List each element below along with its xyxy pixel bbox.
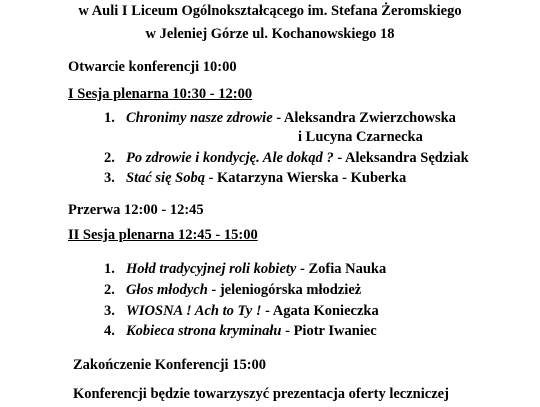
list-item	[298, 128, 423, 146]
item-number: 2.	[104, 282, 115, 298]
session-2-heading: II Sesja plenarna 12:45 - 15:00	[68, 227, 258, 243]
item-number: 3.	[104, 303, 115, 319]
talk-speaker: - jeleniogórska młodzież	[207, 282, 362, 298]
list-item	[104, 149, 469, 167]
talk-speaker: - Zofia Nauka	[296, 261, 387, 277]
talk-title: WIOSNA ! Ach to Ty !	[126, 303, 262, 319]
list-item	[104, 109, 456, 127]
talk-title: Po zdrowie i kondycję. Ale dokąd ?	[126, 150, 334, 166]
footer-note: Konferencji będzie towarzyszyć prezentacja oferty leczniczej	[73, 386, 449, 402]
list-item	[104, 281, 361, 299]
talk-title: Chronimy nasze zdrowie	[126, 110, 273, 126]
closing-time: Zakończenie Konferencji 15:00	[73, 357, 267, 373]
opening-time: Otwarcie konferencji 10:00	[68, 59, 237, 75]
list-item	[104, 169, 406, 187]
talk-title: Kobieca strona kryminału	[126, 323, 282, 339]
talk-speaker: - Aleksandra Zwierzchowska	[272, 110, 456, 126]
list-item	[104, 260, 386, 278]
talk-title: Głos młodych	[126, 282, 208, 298]
talk-speaker: i Lucyna Czarnecka	[298, 129, 423, 145]
list-item	[104, 322, 377, 340]
break-time: Przerwa 12:00 - 12:45	[68, 202, 204, 218]
item-number: 3.	[104, 170, 115, 186]
list-item	[104, 302, 379, 320]
item-number: 1.	[104, 261, 115, 277]
item-number: 4.	[104, 323, 115, 339]
venue-line-1: w Auli I Liceum Ogólnokształcącego im. Stefana Żeromskiego	[78, 3, 462, 19]
talk-speaker: - Agata Konieczka	[261, 303, 379, 319]
talk-speaker: - Piotr Iwaniec	[281, 323, 377, 339]
item-number: 2.	[104, 150, 115, 166]
talk-speaker: - Katarzyna Wierska - Kuberka	[204, 170, 407, 186]
venue-line-2: w Jeleniej Górze ul. Kochanowskiego 18	[145, 26, 395, 42]
talk-speaker: - Aleksandra Sędziak	[333, 150, 469, 166]
talk-title: Stać się Sobą	[126, 170, 205, 186]
item-number: 1.	[104, 110, 115, 126]
session-1-heading: I Sesja plenarna 10:30 - 12:00	[68, 86, 253, 102]
talk-title: Hołd tradycyjnej roli kobiety	[126, 261, 297, 277]
